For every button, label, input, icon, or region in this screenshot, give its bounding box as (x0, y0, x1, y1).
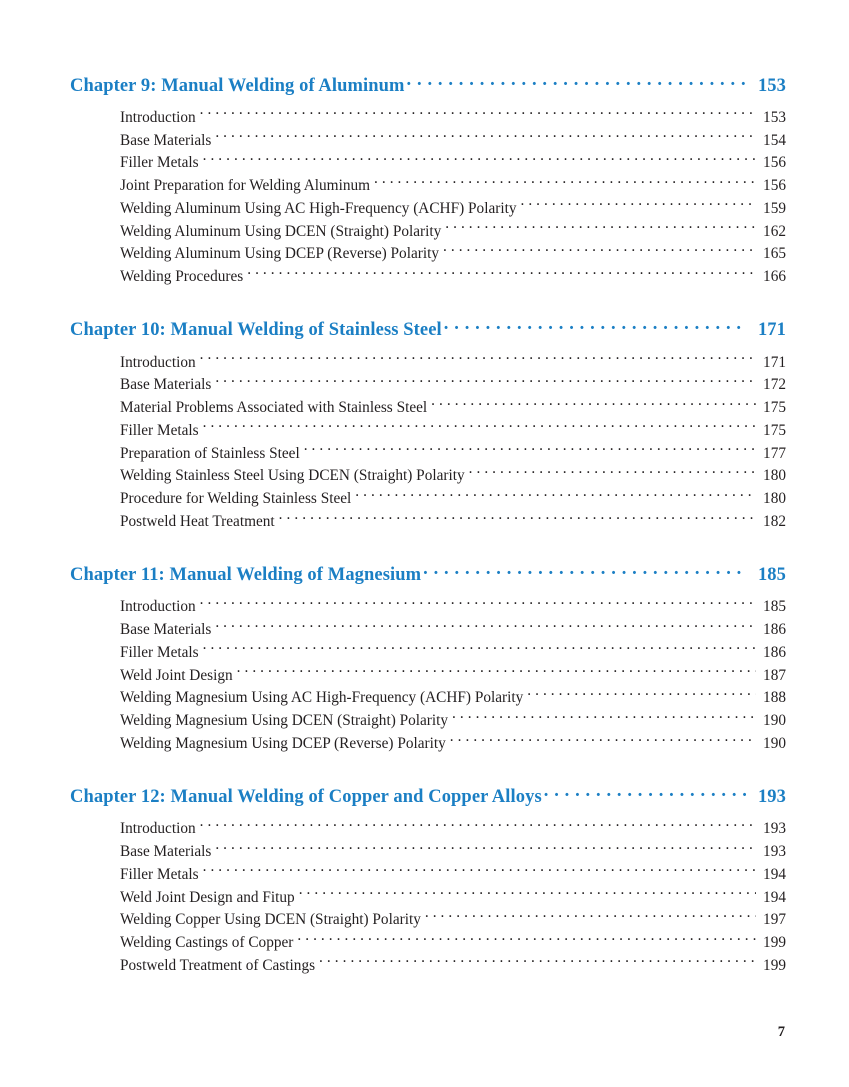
toc-section-title: Welding Aluminum Using DCEP (Reverse) Polarity (120, 245, 439, 263)
toc-section-entry[interactable] (120, 955, 786, 978)
dot-leader (469, 465, 756, 480)
toc-section-entry[interactable] (120, 642, 786, 665)
toc-section-title: Filler Metals (120, 421, 199, 439)
toc-section-title: Material Problems Associated with Stainless Steel (120, 399, 428, 417)
toc-section-page-number: 153 (763, 108, 786, 126)
toc-section-entry[interactable] (120, 886, 786, 909)
dot-leader (279, 511, 756, 526)
dot-leader (247, 266, 756, 281)
toc-section-title: Preparation of Stainless Steel (120, 444, 300, 462)
toc-section-page-number: 187 (763, 666, 786, 684)
toc-chapter-page-number: 185 (757, 565, 786, 585)
dot-leader (443, 243, 756, 258)
toc-section-entry[interactable] (120, 488, 786, 511)
dot-leader (200, 596, 756, 611)
toc-section-title: Welding Magnesium Using DCEP (Reverse) Polarity (120, 734, 446, 752)
toc-section-title: Joint Preparation for Welding Aluminum (120, 177, 371, 195)
dot-leader (215, 374, 756, 389)
toc-section-page-number: 182 (763, 513, 786, 531)
dot-leader (215, 619, 756, 634)
dot-leader (374, 175, 756, 190)
dot-leader (423, 562, 746, 581)
toc-section-page-number: 180 (763, 467, 786, 485)
toc-section-page-number: 177 (763, 444, 786, 462)
toc-section-title: Base Materials (120, 131, 212, 149)
dot-leader (215, 129, 756, 144)
toc-section-page-number: 162 (763, 222, 786, 240)
toc-section-title: Base Materials (120, 621, 212, 639)
toc-section-list (70, 818, 786, 977)
toc-section-list (70, 351, 786, 533)
dot-leader (200, 351, 756, 366)
toc-chapter-title: Chapter 12: Manual Welding of Copper and Copper Alloys (70, 786, 542, 807)
toc-chapter-entry[interactable] (70, 775, 786, 808)
toc-section-title: Introduction (120, 598, 196, 616)
toc-section-entry[interactable] (120, 465, 786, 488)
toc-section-title: Weld Joint Design and Fitup (120, 888, 295, 906)
toc-section-entry[interactable] (120, 420, 786, 443)
toc-section-entry[interactable] (120, 107, 786, 130)
toc-section-entry[interactable] (120, 596, 786, 619)
toc-section-page-number: 190 (763, 734, 786, 752)
toc-section-title: Welding Aluminum Using DCEN (Straight) Polarity (120, 222, 442, 240)
toc-section-page-number: 188 (763, 689, 786, 707)
toc-section-page-number: 185 (763, 598, 786, 616)
toc-section-entry[interactable] (120, 397, 786, 420)
toc-chapter-entry[interactable] (70, 309, 786, 342)
dot-leader (203, 420, 756, 435)
toc-section-page-number: 156 (763, 177, 786, 195)
toc-section-page-number: 193 (763, 843, 786, 861)
toc-chapter-title: Chapter 10: Manual Welding of Stainless Steel (70, 320, 442, 341)
toc-section-entry[interactable] (120, 374, 786, 397)
toc-chapter-page-number: 153 (757, 75, 786, 96)
toc-section-page-number: 171 (763, 353, 786, 371)
toc-section-entry[interactable] (120, 710, 786, 733)
toc-section-title: Welding Procedures (120, 268, 244, 286)
toc-section-entry[interactable] (120, 733, 786, 756)
toc-chapter-page-number: 171 (757, 320, 786, 341)
toc-section-entry[interactable] (120, 511, 786, 534)
folio-page-number: 7 (777, 1024, 785, 1040)
dot-leader (527, 687, 756, 702)
dot-leader (319, 955, 756, 970)
toc-section-page-number: 193 (763, 820, 786, 838)
toc-section-entry[interactable] (120, 351, 786, 374)
dot-leader (450, 733, 756, 748)
toc-section-page-number: 175 (763, 421, 786, 439)
toc-chapter-page-number: 193 (757, 786, 786, 807)
toc-section-title: Filler Metals (120, 643, 199, 661)
toc-section-page-number: 166 (763, 268, 786, 286)
toc-section-entry[interactable] (120, 818, 786, 841)
dot-leader (203, 864, 756, 879)
toc-section-entry[interactable] (120, 841, 786, 864)
toc-section-page-number: 156 (763, 154, 786, 172)
toc-section-entry[interactable] (120, 932, 786, 955)
dot-leader (304, 442, 756, 457)
dot-leader (407, 72, 746, 91)
toc-section-list (70, 596, 786, 755)
dot-leader (237, 664, 756, 679)
dot-leader (544, 783, 746, 802)
toc-section-title: Introduction (120, 820, 196, 838)
toc-section-page-number: 159 (763, 199, 786, 217)
toc-section-list (70, 107, 786, 289)
dot-leader (203, 642, 756, 657)
toc-chapter-block (70, 775, 786, 977)
dot-leader (299, 886, 756, 901)
toc-section-title: Procedure for Welding Stainless Steel (120, 490, 352, 508)
toc-section-page-number: 199 (763, 956, 786, 974)
toc-section-page-number: 172 (763, 376, 786, 394)
toc-section-title: Base Materials (120, 843, 212, 861)
toc-section-entry[interactable] (120, 243, 786, 266)
toc-section-entry[interactable] (120, 864, 786, 887)
toc-chapter-block (70, 309, 786, 534)
toc-section-page-number: 165 (763, 245, 786, 263)
toc-section-page-number: 194 (763, 888, 786, 906)
toc-section-entry[interactable] (120, 664, 786, 687)
dot-leader (425, 909, 756, 924)
toc-section-entry[interactable] (120, 129, 786, 152)
table-of-contents (70, 64, 786, 977)
toc-section-page-number: 154 (763, 131, 786, 149)
toc-section-entry[interactable] (120, 687, 786, 710)
toc-section-title: Welding Aluminum Using AC High-Frequency (ACHF) Polarity (120, 199, 517, 217)
toc-section-entry[interactable] (120, 220, 786, 243)
toc-section-title: Introduction (120, 353, 196, 371)
toc-section-entry[interactable] (120, 266, 786, 289)
toc-section-title: Filler Metals (120, 865, 199, 883)
toc-section-page-number: 186 (763, 621, 786, 639)
toc-section-entry[interactable] (120, 909, 786, 932)
toc-section-page-number: 180 (763, 490, 786, 508)
toc-section-entry[interactable] (120, 175, 786, 198)
toc-section-entry[interactable] (120, 152, 786, 175)
toc-section-title: Welding Magnesium Using AC High-Frequency (ACHF) Polarity (120, 689, 524, 707)
toc-chapter-entry[interactable] (70, 554, 786, 587)
toc-chapter-block (70, 64, 786, 289)
toc-section-title: Introduction (120, 108, 196, 126)
toc-section-page-number: 175 (763, 399, 786, 417)
toc-section-page-number: 190 (763, 712, 786, 730)
toc-chapter-title: Chapter 11: Manual Welding of Magnesium (70, 565, 422, 585)
dot-leader (445, 220, 756, 235)
toc-chapter-entry[interactable] (70, 64, 786, 97)
toc-section-entry[interactable] (120, 442, 786, 465)
toc-section-title: Filler Metals (120, 154, 199, 172)
dot-leader (444, 317, 746, 336)
toc-section-entry[interactable] (120, 198, 786, 221)
dot-leader (200, 818, 756, 833)
toc-section-page-number: 199 (763, 934, 786, 952)
toc-section-title: Postweld Heat Treatment (120, 513, 275, 531)
dot-leader (200, 107, 756, 122)
toc-section-title: Welding Stainless Steel Using DCEN (Straight) Polarity (120, 467, 465, 485)
toc-section-page-number: 197 (763, 911, 786, 929)
toc-chapter-title: Chapter 9: Manual Welding of Aluminum (70, 75, 405, 96)
toc-chapter-block (70, 554, 786, 756)
toc-section-entry[interactable] (120, 619, 786, 642)
toc-section-page-number: 186 (763, 643, 786, 661)
dot-leader (297, 932, 756, 947)
dot-leader (203, 152, 756, 167)
dot-leader (452, 710, 756, 725)
toc-section-title: Welding Castings of Copper (120, 934, 294, 952)
toc-section-title: Welding Copper Using DCEN (Straight) Polarity (120, 911, 421, 929)
dot-leader (355, 488, 756, 503)
toc-section-title: Base Materials (120, 376, 212, 394)
toc-section-page-number: 194 (763, 865, 786, 883)
dot-leader (431, 397, 756, 412)
toc-section-title: Weld Joint Design (120, 666, 233, 684)
dot-leader (520, 198, 756, 213)
toc-section-title: Postweld Treatment of Castings (120, 956, 316, 974)
toc-section-title: Welding Magnesium Using DCEN (Straight) Polarity (120, 712, 449, 730)
dot-leader (215, 841, 756, 856)
